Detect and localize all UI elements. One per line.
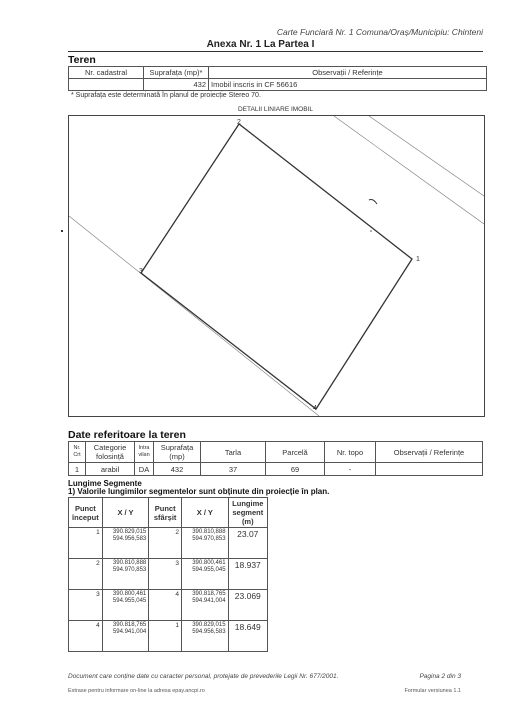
parcel-boundary (141, 124, 412, 409)
y-coordinate: 594.970,853 (112, 567, 147, 573)
vertex-label: 3 (139, 268, 143, 275)
table-row (69, 621, 268, 652)
segment-length: 18.937 (228, 559, 267, 590)
end-point: 2 (149, 528, 182, 559)
neighbor-boundary-line (334, 116, 484, 224)
start-point: 4 (69, 621, 103, 652)
x-coordinate: 390.800,461 (192, 560, 226, 566)
column-header: Observații / Referințe (376, 442, 483, 463)
x-coordinate: 390.829,015 (192, 622, 226, 628)
segmente-subheading: 1) Valorile lungimilor segmentelor sunt obținute din proiecție în plan. (68, 487, 330, 496)
y-coordinate: 594.941,004 (192, 598, 226, 604)
x-coordinate: 390.818,765 (192, 591, 226, 597)
column-header: Suprafața (mp) (154, 442, 201, 463)
table-row (69, 590, 268, 621)
start-coordinates (102, 590, 149, 621)
sketch-title: DETALII LINIARE IMOBIL (237, 106, 313, 113)
column-header: X / Y (182, 498, 229, 528)
y-coordinate: 594.956,583 (192, 629, 226, 635)
table-cell: 69 (266, 463, 325, 476)
scan-speck (61, 230, 63, 232)
y-coordinate: 594.970,853 (192, 536, 226, 542)
table-header-row (69, 442, 483, 463)
end-point: 3 (149, 559, 182, 590)
table-header-row (69, 67, 487, 79)
source-note: Extrase pentru informare on-line la adresa epay.ancpi.ro (68, 688, 205, 694)
start-point: 1 (69, 528, 103, 559)
column-header: Punct sfârșit (149, 498, 182, 528)
annex-title: Anexa Nr. 1 La Partea I (206, 39, 315, 50)
table-row (69, 559, 268, 590)
x-coordinate: 390.818,765 (112, 622, 147, 628)
end-coordinates (182, 528, 229, 559)
start-coordinates (102, 621, 149, 652)
column-header: Lungime segment (m) (228, 498, 267, 528)
teren-heading: Teren (68, 54, 96, 66)
document-header-location: Carte Funciară Nr. 1 Comuna/Oraș/Municipiu: Chinteni (276, 27, 483, 37)
table-cell: - (325, 463, 376, 476)
column-header: Suprafața (mp)* (144, 67, 209, 79)
header-divider (68, 51, 483, 52)
sketch-mark (370, 230, 372, 232)
surface-note: * Suprafața este determinată în planul de proiecție Stereo 70. (71, 92, 261, 99)
north-mark (369, 200, 377, 205)
end-point: 4 (149, 590, 182, 621)
vertex-label: 2 (237, 119, 241, 126)
column-header: Nr. Crt (69, 442, 86, 463)
end-coordinates (182, 621, 229, 652)
table-cell: 1 (69, 463, 86, 476)
segment-length: 18.649 (228, 621, 267, 652)
table-cell: 432 (144, 79, 209, 91)
start-point: 3 (69, 590, 103, 621)
column-header: Nr. topo (325, 442, 376, 463)
table-row (69, 79, 487, 91)
y-coordinate: 594.955,045 (112, 598, 147, 604)
segmente-table (68, 497, 268, 652)
column-header: Observații / Referințe (209, 67, 487, 79)
x-coordinate: 390.810,888 (112, 560, 147, 566)
table-cell (376, 463, 483, 476)
column-header: Punct început (69, 498, 103, 528)
referitoare-heading: Date referitoare la teren (68, 429, 186, 441)
column-header: Parcelă (266, 442, 325, 463)
referitoare-table (68, 441, 483, 476)
start-coordinates (102, 559, 149, 590)
x-coordinate: 390.810,888 (192, 529, 226, 535)
column-header: Intra vilan (135, 442, 154, 463)
table-row (69, 528, 268, 559)
start-coordinates (102, 528, 149, 559)
parcel-sketch (68, 115, 485, 417)
column-header: Categorie folosință (86, 442, 135, 463)
neighbor-boundary-line (69, 216, 319, 416)
column-header: X / Y (102, 498, 149, 528)
table-header-row (69, 498, 268, 528)
vertex-label: 1 (416, 256, 420, 263)
y-coordinate: 594.941,004 (112, 629, 147, 635)
table-cell (69, 79, 144, 91)
segment-length: 23.069 (228, 590, 267, 621)
table-cell: 37 (201, 463, 266, 476)
start-point: 2 (69, 559, 103, 590)
table-cell: arabil (86, 463, 135, 476)
neighbor-boundary-line (369, 116, 484, 196)
segmente-heading: Lungime Segmente (68, 479, 142, 488)
end-point: 1 (149, 621, 182, 652)
y-coordinate: 594.955,045 (192, 567, 226, 573)
column-header: Nr. cadastral (69, 67, 144, 79)
column-header: Tarla (201, 442, 266, 463)
end-coordinates (182, 590, 229, 621)
form-version: Formular versiunea 1.1 (404, 688, 461, 694)
table-cell: Imobil inscris in CF 56616 (209, 79, 487, 91)
page-number: Pagina 2 din 3 (419, 673, 461, 680)
privacy-disclaimer: Document care conține date cu caracter personal, protejate de prevederile Legii Nr. 677/2001. (68, 673, 339, 680)
parcel-sketch-svg (69, 116, 484, 416)
table-cell: 432 (154, 463, 201, 476)
y-coordinate: 594.956,583 (112, 536, 147, 542)
teren-table (68, 66, 487, 91)
vertex-label: 4 (313, 405, 317, 412)
end-coordinates (182, 559, 229, 590)
table-cell: DA (135, 463, 154, 476)
table-row (69, 463, 483, 476)
x-coordinate: 390.829,015 (112, 529, 147, 535)
x-coordinate: 390.800,461 (112, 591, 147, 597)
segment-length: 23.07 (228, 528, 267, 559)
